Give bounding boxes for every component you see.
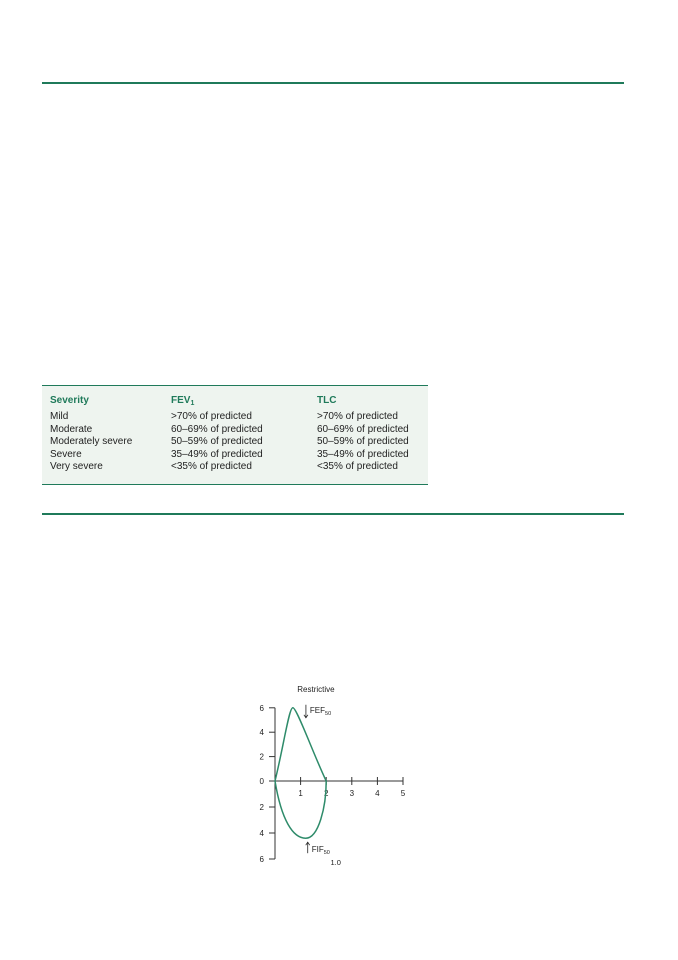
x-tick-label: 1 [298, 789, 303, 798]
table-row-severity: Moderate [50, 423, 93, 435]
table-cell-fev1: 35–49% of predicted [171, 448, 263, 460]
table-cell-tlc: <35% of predicted [317, 461, 398, 473]
y-tick-label: 4 [259, 728, 264, 738]
x-tick-label: 2 [323, 789, 329, 798]
x-tick-label: 4 [375, 789, 380, 798]
table-row-severity: Mild [50, 411, 69, 422]
table-cell-fev1: >70% of predicted [171, 411, 252, 422]
y-tick-label: 4 [259, 829, 264, 838]
flow-volume-chart [245, 680, 425, 870]
table-row-severity: Moderately severe [50, 436, 133, 448]
note-label: 1.0 [330, 858, 341, 868]
y-tick-label-zero: 0 [259, 777, 264, 786]
table-cell-fev1: 50–59% of predicted [171, 436, 263, 448]
table-cell-fev1: 60–69% of predicted [171, 423, 263, 435]
header-tlc: TLC [317, 395, 337, 406]
fef50-label: $FEF_{50}$ [309, 705, 332, 717]
x-tick-label: 5 [400, 789, 406, 798]
severity-column [50, 411, 132, 474]
chart-title: Restrictive [297, 685, 335, 694]
y-tick-label: 2 [259, 752, 264, 762]
table-cell-fev1: <35% of predicted [171, 461, 252, 473]
tlc-column [317, 411, 409, 474]
header-severity: Severity [50, 395, 89, 406]
header-fev1: $FEV_1$ [171, 395, 195, 407]
table-cell-tlc: 35–49% of predicted [317, 448, 409, 460]
table-row-severity: Severe [50, 448, 82, 460]
y-tick-label: 2 [259, 803, 264, 812]
table-cell-tlc: 60–69% of predicted [317, 423, 409, 435]
table-cell-tlc: 50–59% of predicted [317, 436, 409, 448]
middle-rule [42, 513, 624, 515]
table-row-severity: Very severe [50, 461, 103, 473]
fev1-column [171, 411, 263, 474]
fif50-label: $FIF_{50}$ [311, 845, 330, 857]
table-cell-tlc: >70% of predicted [317, 411, 398, 422]
severity-table [42, 385, 428, 485]
y-tick-label: 6 [259, 703, 264, 713]
x-tick-label: 3 [349, 789, 355, 798]
top-rule [42, 82, 624, 84]
expiratory-curve [275, 708, 326, 781]
y-tick-label: 6 [259, 855, 264, 864]
